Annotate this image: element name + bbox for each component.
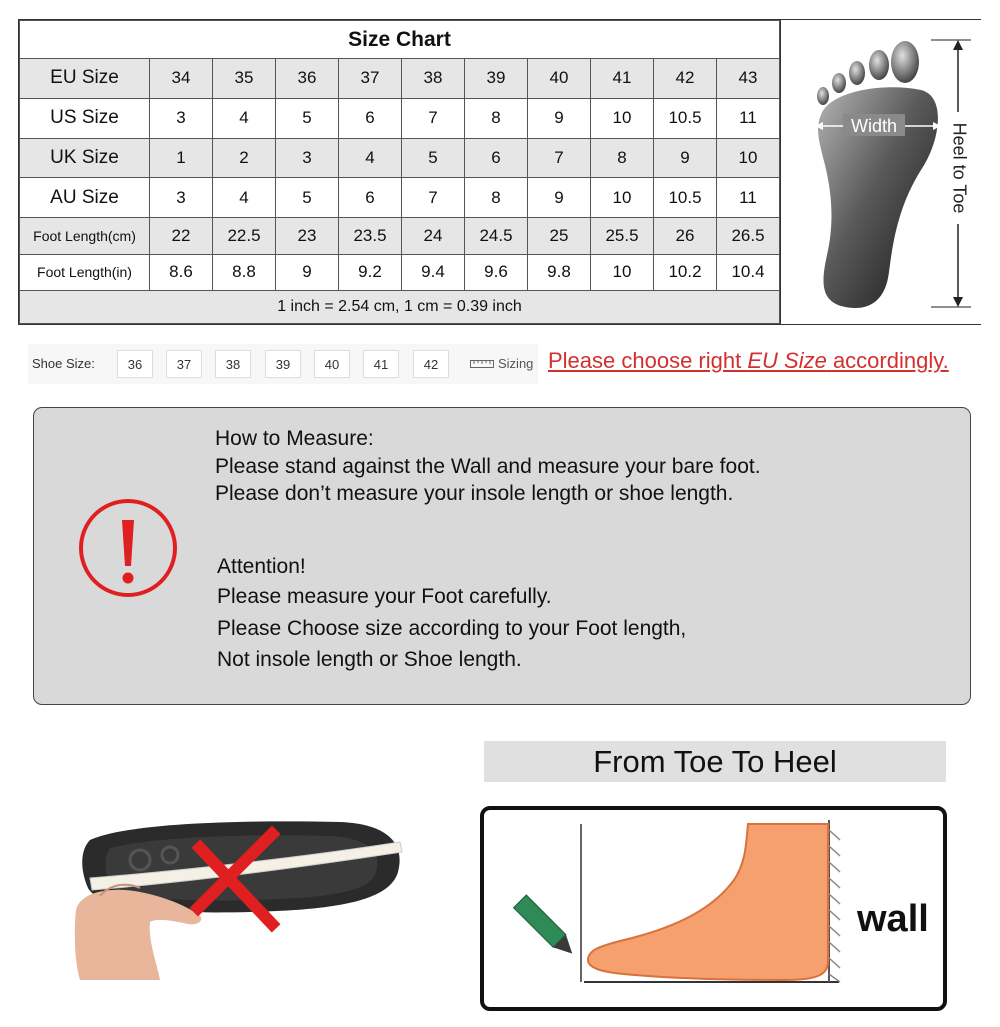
table-cell: 1 — [150, 138, 213, 178]
table-cell: 8 — [465, 178, 528, 218]
eu-size-notice — [548, 348, 949, 374]
foot-silhouette — [781, 20, 981, 324]
table-cell: 5 — [402, 138, 465, 178]
table-cell: 10.2 — [654, 254, 717, 290]
table-cell: 4 — [213, 98, 276, 138]
table-cell: 24.5 — [465, 218, 528, 254]
wall-measure-illustration — [480, 806, 947, 1011]
table-cell: 5 — [276, 98, 339, 138]
table-cell: 8 — [465, 98, 528, 138]
table-cell: 7 — [402, 98, 465, 138]
table-cell: 8.6 — [150, 254, 213, 290]
table-row — [20, 254, 780, 290]
table-cell: 7 — [528, 138, 591, 178]
table-cell: 6 — [465, 138, 528, 178]
attention-line-2: Please Choose size according to your Foot length, — [217, 617, 687, 640]
table-row — [20, 98, 780, 138]
table-cell: 10 — [591, 178, 654, 218]
attention-line-3: Not insole length or Shoe length. — [217, 648, 522, 671]
table-cell: 3 — [150, 178, 213, 218]
table-cell: 26.5 — [717, 218, 780, 254]
table-cell: 9 — [276, 254, 339, 290]
table-cell: 10 — [591, 254, 654, 290]
table-cell: 34 — [150, 59, 213, 99]
table-cell: 2 — [213, 138, 276, 178]
table-cell: 43 — [717, 59, 780, 99]
table-cell: 10.5 — [654, 98, 717, 138]
table-row — [20, 138, 780, 178]
table-cell: 3 — [150, 98, 213, 138]
size-option-41[interactable]: 41 — [363, 350, 399, 378]
table-cell: 23.5 — [339, 218, 402, 254]
table-cell: 9.2 — [339, 254, 402, 290]
row-label-foot-in: Foot Length(in) — [20, 254, 150, 290]
table-cell: 9.4 — [402, 254, 465, 290]
alert-icon — [76, 496, 180, 600]
shoe-size-selector — [28, 344, 538, 384]
row-label-eu: EU Size — [20, 59, 150, 99]
measure-line-1: Please stand against the Wall and measure your bare foot. — [215, 455, 761, 478]
conversion-note: 1 inch = 2.54 cm, 1 cm = 0.39 inch — [20, 291, 780, 324]
shoe-size-label: Shoe Size: — [32, 356, 95, 371]
how-to-measure-panel — [33, 407, 971, 705]
table-cell: 6 — [339, 98, 402, 138]
table-cell: 9.8 — [528, 254, 591, 290]
size-option-36[interactable]: 36 — [117, 350, 153, 378]
measure-heading: How to Measure: — [215, 427, 374, 450]
size-option-37[interactable]: 37 — [166, 350, 202, 378]
width-label: Width — [850, 116, 898, 136]
chart-title: Size Chart — [20, 21, 780, 59]
table-cell: 4 — [339, 138, 402, 178]
table-cell: 24 — [402, 218, 465, 254]
table-cell: 9.6 — [465, 254, 528, 290]
table-cell: 9 — [654, 138, 717, 178]
size-option-39[interactable]: 39 — [265, 350, 301, 378]
size-option-40[interactable]: 40 — [314, 350, 350, 378]
heel-to-toe-label: Heel to Toe — [949, 122, 970, 214]
table-cell: 22.5 — [213, 218, 276, 254]
table-cell: 23 — [276, 218, 339, 254]
attention-line-1: Please measure your Foot carefully. — [217, 585, 552, 608]
notice-prefix: Please choose right — [548, 348, 748, 373]
table-cell: 3 — [276, 138, 339, 178]
table-row — [20, 218, 780, 254]
table-cell: 25 — [528, 218, 591, 254]
table-cell: 40 — [528, 59, 591, 99]
table-row — [20, 178, 780, 218]
table-cell: 9 — [528, 178, 591, 218]
row-label-us: US Size — [20, 98, 150, 138]
table-cell: 37 — [339, 59, 402, 99]
table-cell: 11 — [717, 178, 780, 218]
wall-label: wall — [857, 898, 929, 940]
attention-heading: Attention! — [217, 555, 306, 578]
table-cell: 10.5 — [654, 178, 717, 218]
row-label-au: AU Size — [20, 178, 150, 218]
row-label-foot-cm: Foot Length(cm) — [20, 218, 150, 254]
table-cell: 41 — [591, 59, 654, 99]
table-cell: 26 — [654, 218, 717, 254]
table-cell: 8.8 — [213, 254, 276, 290]
sizing-link[interactable] — [470, 356, 533, 371]
sizing-label: Sizing — [498, 356, 534, 371]
insole-measure-photo — [70, 800, 410, 985]
table-cell: 38 — [402, 59, 465, 99]
size-chart — [18, 19, 981, 325]
table-row — [20, 59, 780, 99]
table-cell: 4 — [213, 178, 276, 218]
size-table — [19, 20, 780, 324]
notice-suffix: accordingly. — [826, 348, 949, 373]
table-cell: 25.5 — [591, 218, 654, 254]
table-cell: 35 — [213, 59, 276, 99]
table-cell: 39 — [465, 59, 528, 99]
table-cell: 42 — [654, 59, 717, 99]
table-cell: 7 — [402, 178, 465, 218]
table-cell: 10.4 — [717, 254, 780, 290]
table-cell: 9 — [528, 98, 591, 138]
row-label-uk: UK Size — [20, 138, 150, 178]
table-cell: 6 — [339, 178, 402, 218]
foot-diagram — [780, 20, 981, 324]
size-option-42[interactable]: 42 — [413, 350, 449, 378]
table-cell: 5 — [276, 178, 339, 218]
table-cell: 11 — [717, 98, 780, 138]
table-cell: 22 — [150, 218, 213, 254]
table-cell: 8 — [591, 138, 654, 178]
table-cell: 10 — [591, 98, 654, 138]
table-cell: 10 — [717, 138, 780, 178]
notice-emphasis: EU Size — [747, 348, 827, 373]
toe-to-heel-banner: From Toe To Heel — [484, 741, 946, 782]
size-option-38[interactable]: 38 — [215, 350, 251, 378]
measure-line-2: Please don’t measure your insole length or shoe length. — [215, 482, 734, 505]
ruler-icon — [470, 359, 494, 369]
table-cell: 36 — [276, 59, 339, 99]
